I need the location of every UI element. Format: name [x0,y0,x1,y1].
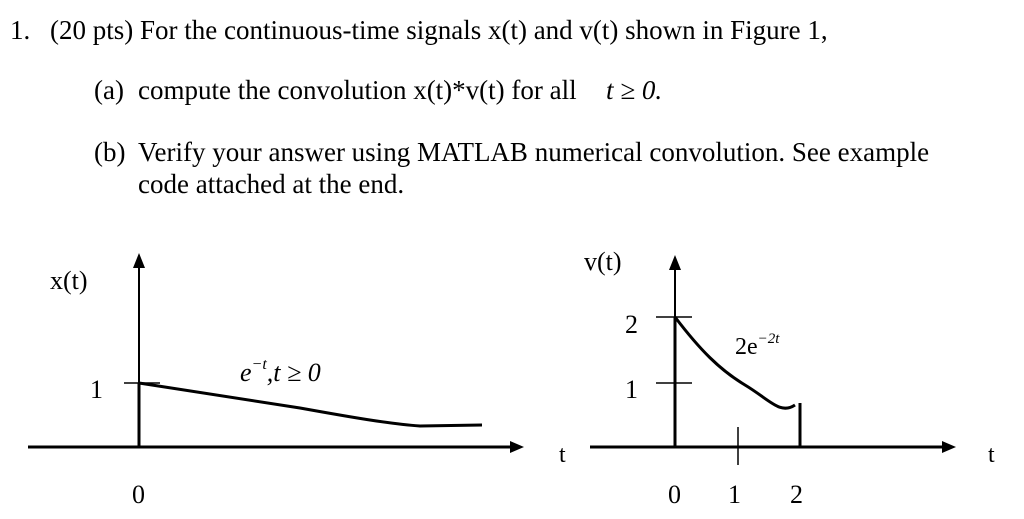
v-plot-xtick-label-2: 2 [790,480,803,509]
v-plot-tick-label-1: 1 [625,375,638,404]
v-plot-axis-arrow-right [942,441,956,453]
x-plot-curve-condition: ,t ≥ 0 [266,358,321,387]
problem-statement: (20 pts) For the continuous-time signals x(t) and v(t) shown in Figure 1, [50,15,828,45]
part-a-text: compute the convolution x(t)*v(t) for all [138,75,577,105]
x-plot [28,253,566,509]
v-plot-xtick-label-0: 0 [668,480,681,509]
v-plot-xlabel: t [988,442,995,468]
v-plot-tick-label-2: 2 [625,310,638,339]
x-plot-signal-curve [139,383,482,426]
x-plot-axis-arrow-right [510,441,524,453]
v-plot-xtick-label-1: 1 [728,480,741,509]
part-b-text-line1: Verify your answer using MATLAB numerical convolution. See example [138,137,930,167]
x-plot-tick-label-0: 0 [132,480,145,509]
v-plot-axis-arrow-up [669,255,681,270]
x-plot-curve-label [240,356,321,387]
x-plot-ylabel: x(t) [50,266,88,295]
part-b-label: (b) [94,137,126,167]
part-a-condition: t ≥ 0. [606,75,663,105]
problem-number: 1. [10,15,31,45]
x-plot-axis-arrow-up [133,253,145,268]
x-plot-tick-label-1: 1 [90,375,103,404]
v-plot [584,247,995,509]
x-plot-curve-base: e [240,358,252,387]
v-plot-curve-label [735,331,780,360]
x-plot-xlabel: t [559,442,566,468]
v-plot-curve-coef: 2e [735,334,758,360]
x-plot-curve-exponent: −t [251,356,267,373]
v-plot-ylabel: v(t) [584,247,622,276]
part-b-text-line2: code attached at the end. [138,169,405,199]
part-a-label: (a) [94,75,124,105]
v-plot-curve-exponent: −2t [757,331,780,347]
